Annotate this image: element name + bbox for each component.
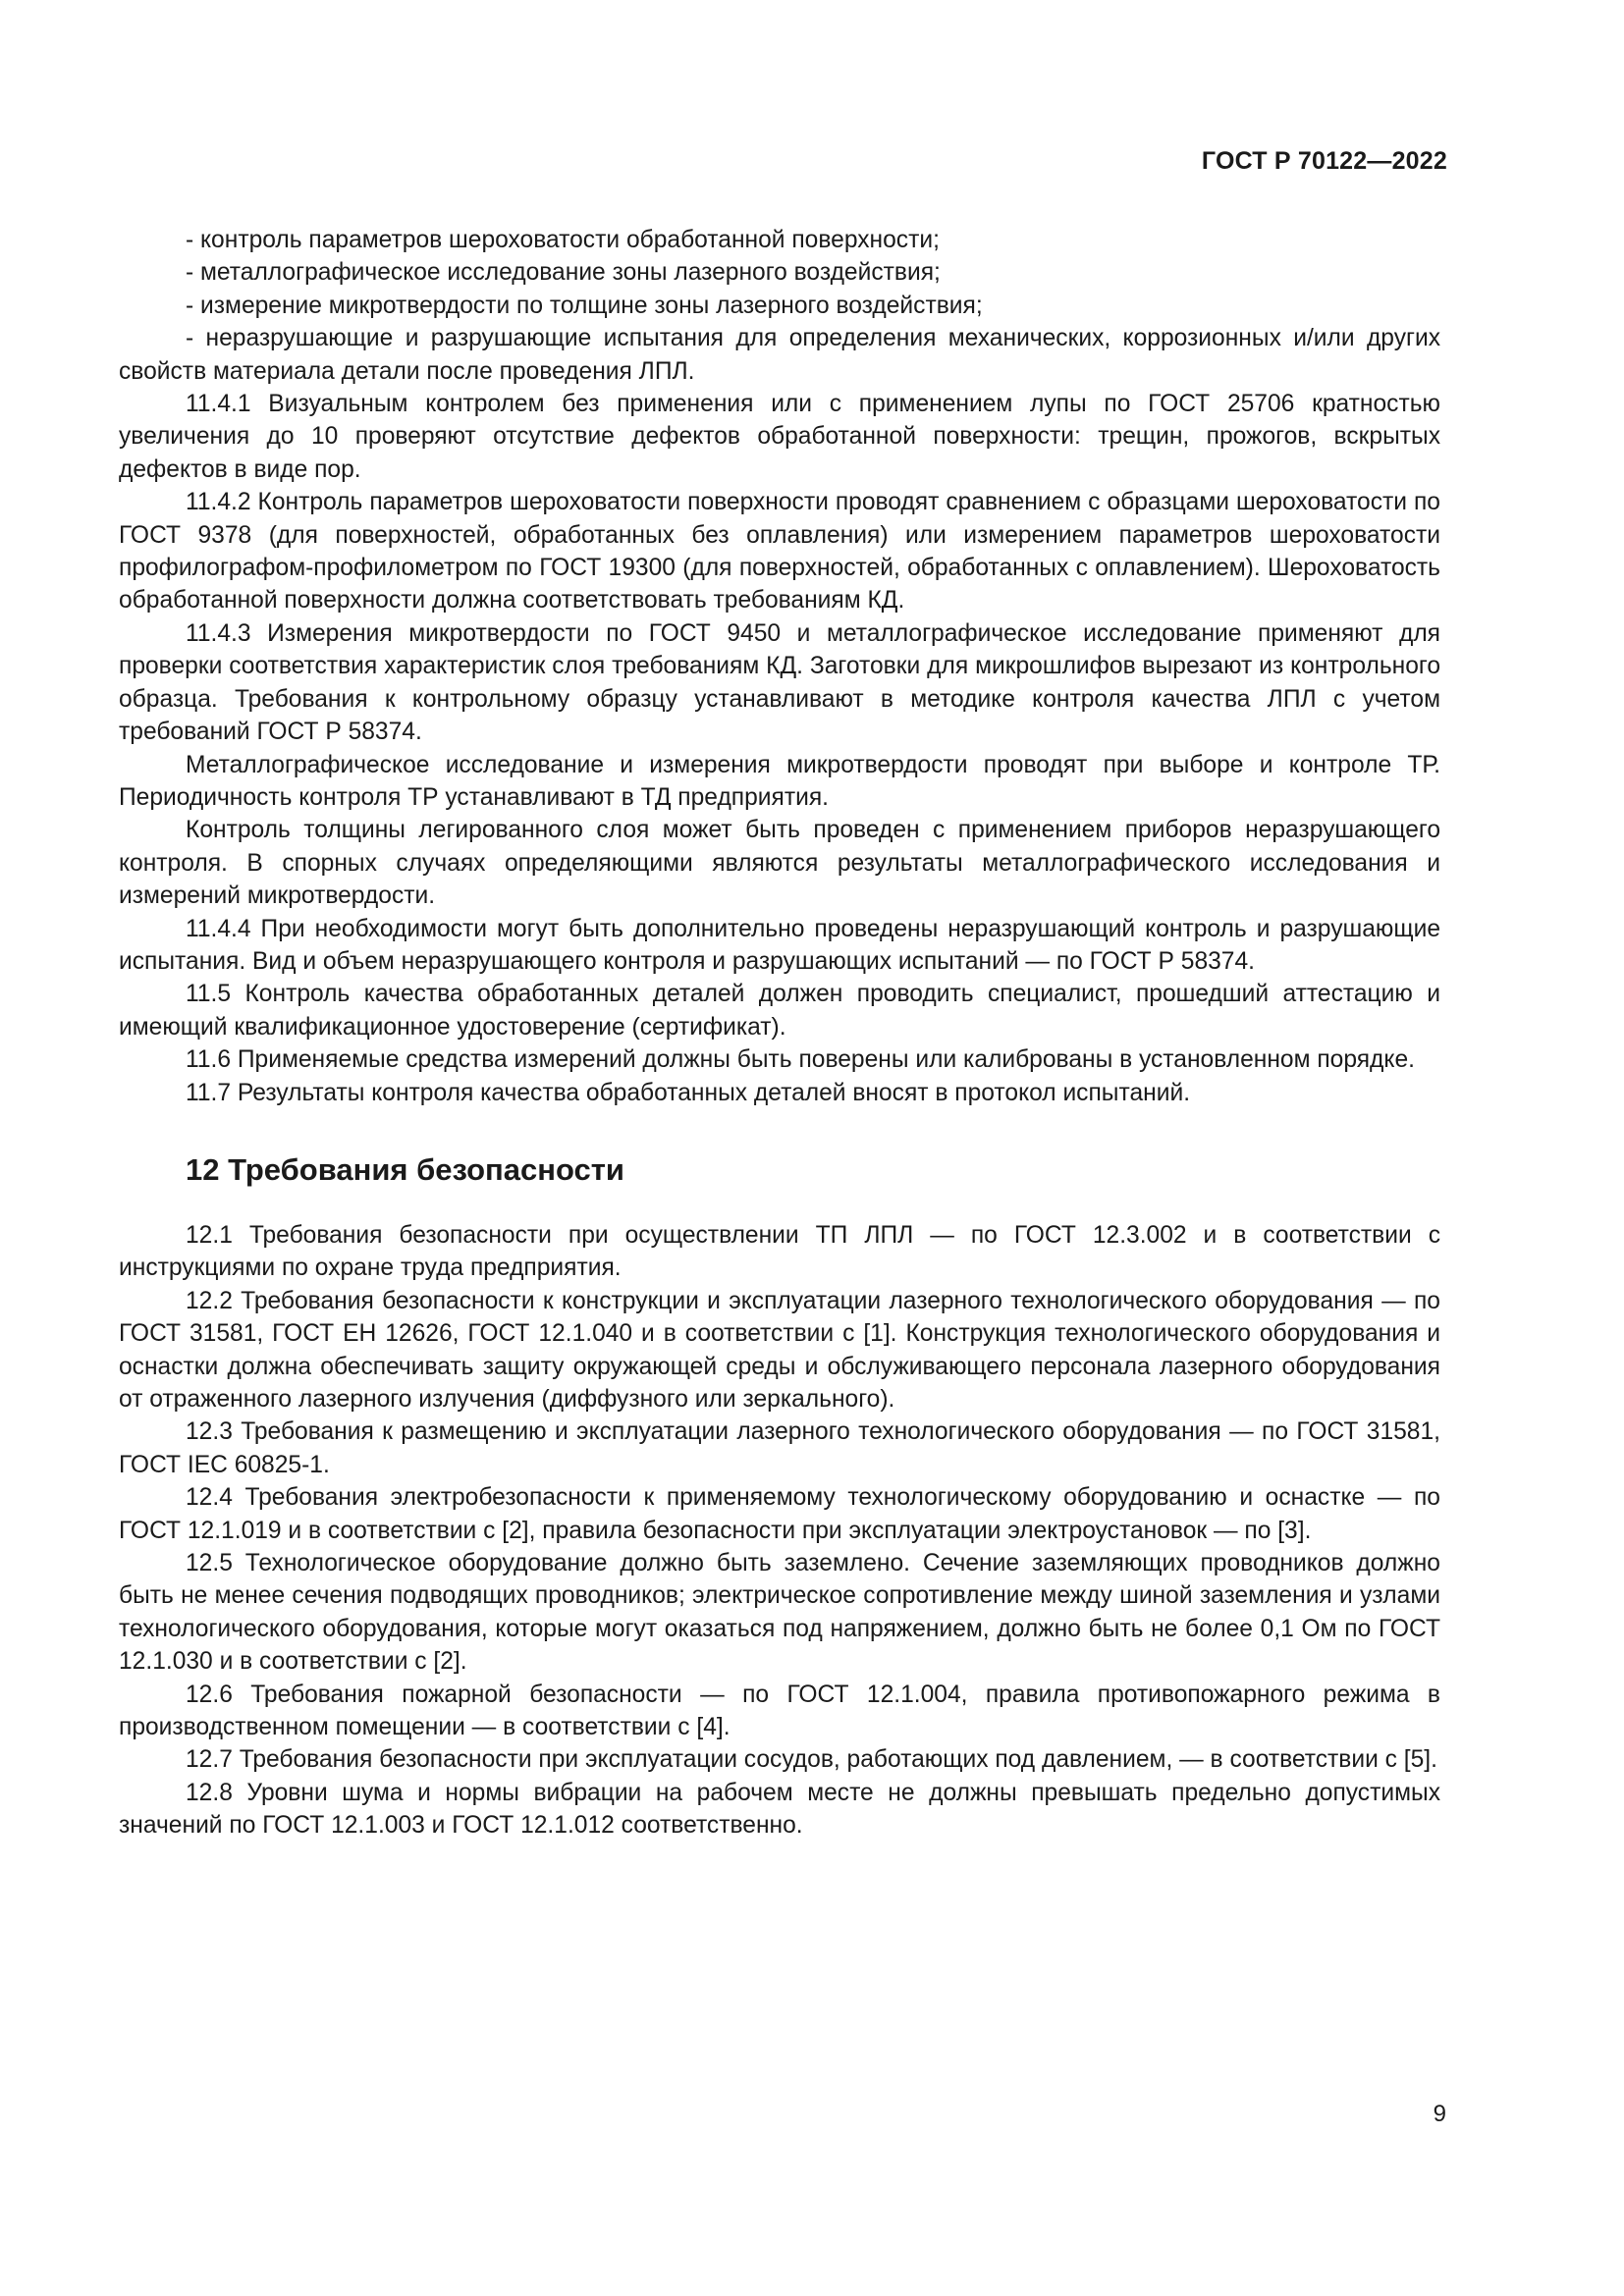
paragraph-11-4-1: 11.4.1 Визуальным контролем без применения или с применением лупы по ГОСТ 25706 кратностью увеличения до 10 проверяют отсутствие дефектов обработанной поверхности: трещин, прожогов, вскрытых дефектов в виде пор. bbox=[119, 391, 1440, 483]
paragraph-11-4-4: 11.4.4 При необходимости могут быть дополнительно проведены неразрушающий контроль и разрушающие испытания. Вид и объем неразрушающего контроля и разрушающих испытаний — по ГОСТ Р 58374. bbox=[119, 915, 1440, 975]
page-number: 9 bbox=[1433, 2101, 1446, 2127]
list-item: - металлографическое исследование зоны лазерного воздействия; bbox=[186, 259, 941, 287]
document-body bbox=[119, 224, 1440, 1842]
paragraph-11-7: 11.7 Результаты контроля качества обработанных деталей вносят в протокол испытаний. bbox=[186, 1079, 1191, 1106]
paragraph-11-6: 11.6 Применяемые средства измерений должны быть поверены или калиброваны в установленном порядке. bbox=[186, 1046, 1415, 1074]
paragraph-12-6: 12.6 Требования пожарной безопасности — по ГОСТ 12.1.004, правила противопожарного режима в производственном помещении — в соответствии с [4]. bbox=[119, 1681, 1440, 1741]
paragraph-12-7: 12.7 Требования безопасности при эксплуатации сосудов, работающих под давлением, — в соответствии с [5]. bbox=[186, 1746, 1437, 1774]
paragraph-11-4-2: 11.4.2 Контроль параметров шероховатости поверхности проводят сравнением с образцами шероховатости по ГОСТ 9378 (для поверхностей, обработанных без оплавления) или измерением параметров шероховатости профилографом-профилометром по ГОСТ 19300 (для поверхностей, обработанных с оплавлением). Шероховатость обработанной поверхности должна соответствовать требованиям КД. bbox=[119, 489, 1440, 614]
paragraph-12-1: 12.1 Требования безопасности при осуществлении ТП ЛПЛ — по ГОСТ 12.3.002 и в соответствии с инструкциями по охране труда предприятия. bbox=[119, 1221, 1440, 1282]
document-code-header: ГОСТ Р 70122—2022 bbox=[1201, 147, 1447, 175]
section-12-heading: 12 Требования безопасности bbox=[186, 1151, 624, 1187]
paragraph-11-4-3: 11.4.3 Измерения микротвердости по ГОСТ 9450 и металлографическое исследование применяют для проверки соответствия характеристик слоя требованиям КД. Заготовки для микрошлифов вырезают из контрольного образца. Требования к контрольному образцу устанавливают в методике контроля качества ЛПЛ с учетом требований ГОСТ Р 58374. bbox=[119, 619, 1440, 746]
paragraph-12-2: 12.2 Требования безопасности к конструкции и эксплуатации лазерного технологического оборудования — по ГОСТ 31581, ГОСТ ЕН 12626, ГОСТ 12.1.040 и в соответствии с [1]. Конструкция технологического оборудования и оснастки должна обеспечивать защиту окружающей среды и обслуживающего персонала лазерного оборудования от отраженного лазерного излучения (диффузного или зеркального). bbox=[119, 1287, 1440, 1413]
paragraph-12-8: 12.8 Уровни шума и нормы вибрации на рабочем месте не должны превышать предельно допустимых значений по ГОСТ 12.1.003 и ГОСТ 12.1.012 соответственно. bbox=[119, 1779, 1440, 1840]
paragraph-12-5: 12.5 Технологическое оборудование должно быть заземлено. Сечение заземляющих проводников должно быть не менее сечения подводящих проводников; электрическое сопротивление между шиной заземления и узлами технологического оборудования, которые могут оказаться под напряжением, должно быть не более 0,1 Ом по ГОСТ 12.1.030 и в соответствии с [2]. bbox=[119, 1550, 1440, 1676]
list-item: - измерение микротвердости по толщине зоны лазерного воздействия; bbox=[186, 292, 983, 319]
paragraph-11-5: 11.5 Контроль качества обработанных деталей должен проводить специалист, прошедший аттестацию и имеющий квалификационное удостоверение (сертификат). bbox=[119, 981, 1440, 1041]
paragraph-12-3: 12.3 Требования к размещению и эксплуатации лазерного технологического оборудования — по ГОСТ 31581, ГОСТ IEC 60825-1. bbox=[119, 1418, 1440, 1478]
list-item: - контроль параметров шероховатости обработанной поверхности; bbox=[186, 227, 940, 253]
paragraph: Контроль толщины легированного слоя может быть проведен с применением приборов неразрушающего контроля. В спорных случаях определяющими являются результаты металлографического исследования и измерений микротвердости. bbox=[119, 817, 1440, 910]
paragraph: Металлографическое исследование и измерения микротвердости проводят при выборе и контроле ТР. Периодичность контроля ТР устанавливают в ТД предприятия. bbox=[119, 751, 1440, 811]
list-item: - неразрушающие и разрушающие испытания для определения механических, коррозионных и/или других свойств материала детали после проведения ЛПЛ. bbox=[119, 325, 1440, 385]
paragraph-12-4: 12.4 Требования электробезопасности к применяемому технологическому оборудованию и оснастке — по ГОСТ 12.1.019 и в соответствии с [2], правила безопасности при эксплуатации электроустановок — по [3]. bbox=[119, 1484, 1440, 1544]
